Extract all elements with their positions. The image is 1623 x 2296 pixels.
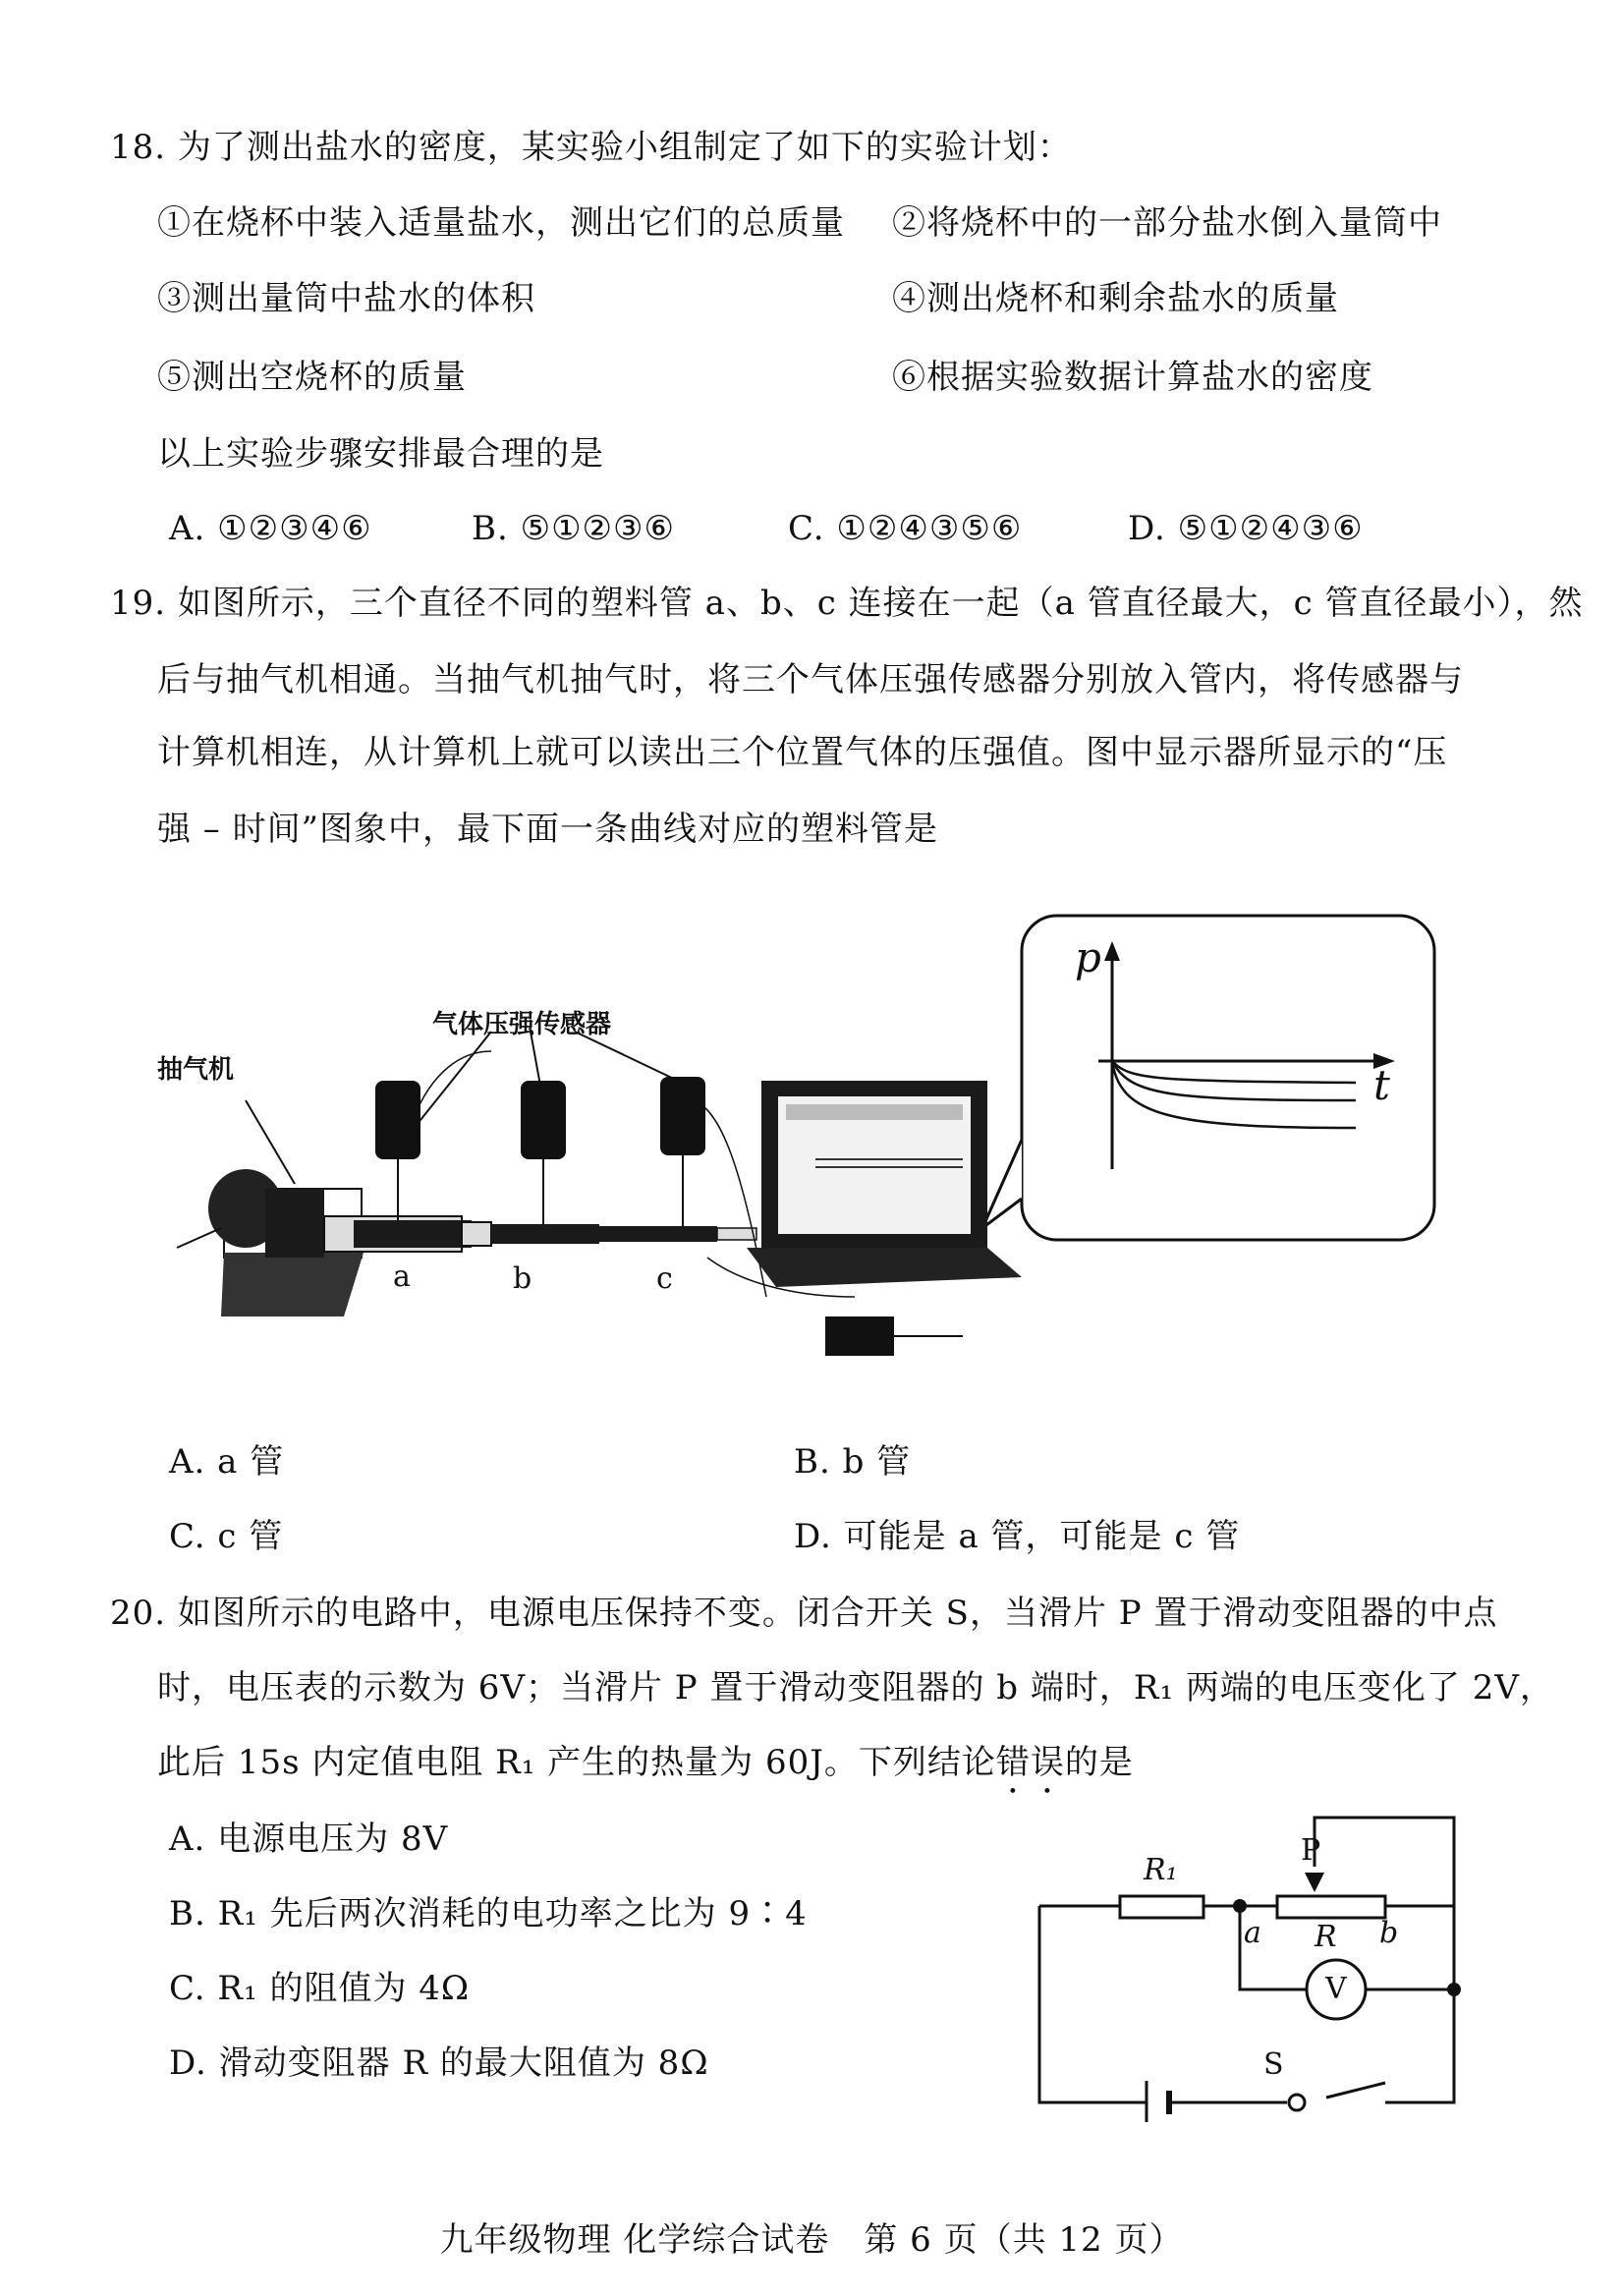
q19-line-2: 后与抽气机相通。当抽气机抽气时，将三个气体压强传感器分别放入管内，将传感器与	[157, 660, 1464, 700]
q18-step-4: ④测出烧杯和剩余盐水的质量	[892, 279, 1339, 318]
label-v: V	[1325, 1972, 1347, 2006]
q19-option-a[interactable]: A. a 管	[169, 1442, 285, 1482]
sensor-label: 气体压强传感器	[432, 1010, 612, 1039]
tube-label-c: c	[656, 1261, 673, 1296]
q18-step-3: ③测出量筒中盐水的体积	[157, 279, 535, 318]
q18-option-b[interactable]: B. ⑤①②③⑥	[472, 509, 676, 548]
axis-label-p: p	[1075, 933, 1101, 981]
slider-arrow	[1305, 1873, 1324, 1892]
switch	[1289, 2095, 1305, 2110]
q19-line-3: 计算机相连，从计算机上就可以读出三个位置气体的压强值。图中显示器所显示的“压	[157, 733, 1448, 772]
q19-option-b[interactable]: B. b 管	[794, 1442, 912, 1482]
q20-line-3	[157, 1741, 1134, 1802]
label-b: b	[1379, 1916, 1399, 1950]
q18-option-a[interactable]: A. ①②③④⑥	[169, 509, 372, 548]
q20-line-2: 时，电压表的示数为 6V；当滑片 P 置于滑动变阻器的 b 端时，R₁ 两端的电压变化了 2V，	[157, 1668, 1554, 1708]
label-s: S	[1263, 2047, 1284, 2082]
sensor-a	[375, 1081, 420, 1159]
sensor-c	[660, 1077, 705, 1155]
q19-line-4: 强 – 时间”图象中，最下面一条曲线对应的塑料管是	[157, 810, 938, 849]
q19-line-1: 19. 如图所示，三个直径不同的塑料管 a、b、c 连接在一起（a 管直径最大，c 管直径最小），然	[110, 584, 1584, 623]
q19-figure	[0, 904, 1623, 1375]
q20-option-c[interactable]: C. R₁ 的阻值为 4Ω	[169, 1969, 471, 2008]
q18-option-d[interactable]: D. ⑤①②④③⑥	[1128, 509, 1364, 548]
pump-label: 抽气机	[157, 1055, 235, 1085]
q20-option-a[interactable]: A. 电源电压为 8V	[169, 1820, 449, 1859]
page-footer: 九年级物理 化学综合试卷 第 6 页（共 12 页）	[439, 2220, 1184, 2260]
q18-step-1: ①在烧杯中装入适量盐水，测出它们的总质量	[157, 203, 845, 243]
q20-circuit	[1022, 1798, 1483, 2122]
label-r1: R₁	[1144, 1853, 1178, 1887]
tube-a	[354, 1220, 472, 1248]
q19-option-c[interactable]: C. c 管	[169, 1517, 284, 1556]
sensor-b	[521, 1081, 566, 1159]
axis-label-t: t	[1373, 1061, 1390, 1109]
q20-option-d[interactable]: D. 滑动变阻器 R 的最大阻值为 8Ω	[169, 2044, 709, 2083]
q20-line-3-end: 的是	[1064, 1743, 1134, 1782]
laptop-base	[747, 1248, 1022, 1287]
q20-option-b[interactable]: B. R₁ 先后两次消耗的电功率之比为 9∶4	[169, 1894, 808, 1933]
label-r: R	[1315, 1920, 1337, 1954]
data-collector	[825, 1316, 894, 1356]
q20-line-3-start: 此后 15s 内定值电阻 R₁ 产生的热量为 60J。下列结论	[157, 1743, 996, 1782]
label-p: P	[1301, 1833, 1321, 1868]
q19-apparatus-drawing	[0, 904, 1623, 1375]
q18-step-2: ②将烧杯中的一部分盐水倒入量筒中	[892, 203, 1442, 243]
label-a: a	[1244, 1916, 1261, 1950]
tube-b	[491, 1224, 599, 1244]
q18-question: 以上实验步骤安排最合理的是	[157, 434, 604, 474]
q18-option-c[interactable]: C. ①②④③⑤⑥	[788, 509, 1023, 548]
q20-emphasis-word: 错误	[995, 1743, 1065, 1782]
tube-label-a: a	[393, 1260, 411, 1294]
q20-line-1: 20. 如图所示的电路中，电源电压保持不变。闭合开关 S，当滑片 P 置于滑动变阻器的中点	[110, 1594, 1498, 1633]
q18-step-5: ⑤测出空烧杯的质量	[157, 358, 467, 397]
resistor-r1	[1120, 1896, 1203, 1918]
q18-step-6: ⑥根据实验数据计算盐水的密度	[892, 358, 1373, 397]
tube-c	[599, 1226, 717, 1242]
q19-option-d[interactable]: D. 可能是 a 管，可能是 c 管	[794, 1517, 1241, 1556]
circuit-drawing	[1022, 1798, 1483, 2122]
tube-label-b: b	[513, 1261, 532, 1296]
q18-stem: 18. 为了测出盐水的密度，某实验小组制定了如下的实验计划：	[110, 128, 1072, 167]
rheostat-r	[1277, 1896, 1385, 1918]
